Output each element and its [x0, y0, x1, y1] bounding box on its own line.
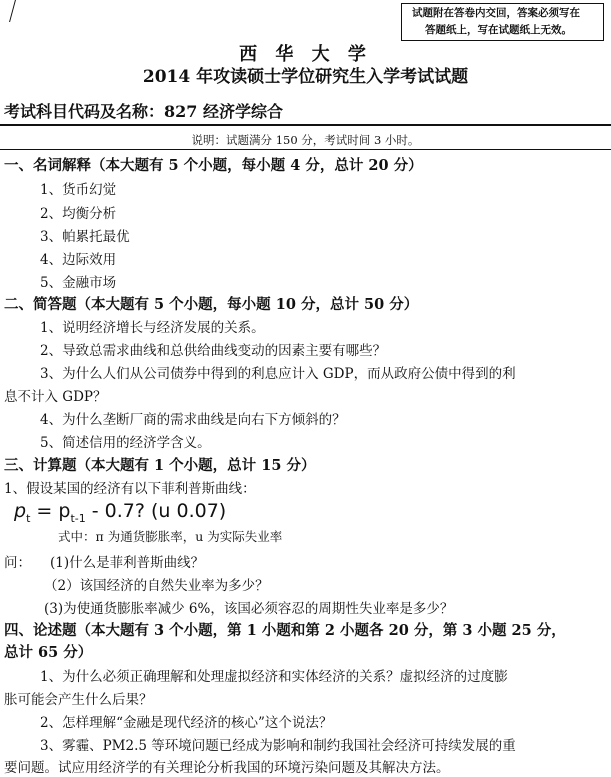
- section-1-item: 4、边际效用: [40, 252, 117, 268]
- section-4-question-3: 3、雾霾、PM2.5 等环境问题已经成为影响和制约我国社会经济可持续发展的重: [40, 738, 516, 754]
- exam-title: 2014 年攻读硕士学位研究生入学考试试题: [142, 67, 469, 87]
- header-divider: [0, 124, 611, 126]
- school-name: 西 华 大 学: [239, 44, 372, 65]
- ask-3: (3)为使通货膨胀率减少 6%，该国必须容忍的周期性失业率是多少？: [44, 601, 454, 617]
- section-3-heading: 三、计算题（本大题有 1 个小题，总计 15 分）: [4, 457, 316, 474]
- notice-box: [401, 3, 604, 41]
- formula-eq: = p: [30, 500, 71, 522]
- ask-label: 问：: [4, 555, 31, 571]
- phillips-curve-formula: [14, 500, 226, 525]
- formula-tail: - 0.7? (u 0.07): [85, 500, 227, 522]
- section-2-question-3: 3、为什么人们从公司债券中得到的利息应计入 GDP，而从政府公债中得到的利: [40, 366, 516, 382]
- section-2-question-5: 5、简述信用的经济学含义。: [40, 435, 211, 451]
- ask-2: （2）该国经济的自然失业率为多少？: [44, 578, 269, 594]
- section-2-question-1: 1、说明经济增长与经济发展的关系。: [40, 320, 265, 336]
- ask-1: (1)什么是菲利普斯曲线？: [50, 555, 205, 571]
- section-4-heading-cont: 总计 65 分）: [4, 644, 93, 661]
- exam-note: 说明：试题满分 150 分，考试时间 3 小时。: [191, 133, 420, 147]
- notice-line-2: 答题纸上，写在试题纸上无效。: [425, 24, 572, 36]
- corner-mark: [0, 0, 16, 22]
- formula-lhs: p: [14, 500, 27, 522]
- section-2-question-3-cont: 息不计入 GDP？: [4, 389, 107, 405]
- section-4-question-3-cont: 要问题。试应用经济学的有关理论分析我国的环境污染问题及其解决方法。: [4, 760, 450, 776]
- section-2-heading: 二、简答题（本大题有 5 个小题，每小题 10 分，总计 50 分）: [4, 296, 419, 313]
- section-1-item: 5、金融市场: [40, 275, 117, 291]
- section-1-item: 1、货币幻觉: [40, 182, 117, 198]
- formula-note: 式中：π 为通货膨胀率，u 为实际失业率: [58, 529, 283, 544]
- section-2-question-2: 2、导致总需求曲线和总供给曲线变动的因素主要有哪些？: [40, 343, 387, 359]
- section-1-item: 2、均衡分析: [40, 206, 117, 222]
- section-4-heading: 四、论述题（本大题有 3 个小题，第 1 小题和第 2 小题各 20 分，第 3 小题 25 分，: [4, 622, 566, 639]
- section-2-question-4: 4、为什么垄断厂商的需求曲线是向右下方倾斜的？: [40, 412, 346, 428]
- section-1-heading: 一、名词解释（本大题有 5 个小题，每小题 4 分，总计 20 分）: [4, 157, 423, 174]
- section-4-question-1-cont: 胀可能会产生什么后果？: [4, 692, 153, 708]
- section-3-intro: 1、假设某国的经济有以下菲利普斯曲线：: [4, 481, 256, 497]
- section-4-question-1: 1、为什么必须正确理解和处理虚拟经济和实体经济的关系？虚拟经济的过度膨: [40, 669, 508, 685]
- formula-rhs-sub: t-1: [70, 511, 86, 525]
- formula-lhs-sub: t: [26, 511, 31, 525]
- section-4-question-2: 2、怎样理解“金融是现代经济的核心”这个说法？: [40, 715, 333, 731]
- subject-line: 考试科目代码及名称：827 经济学综合: [4, 102, 283, 121]
- section-1-item: 3、帕累托最优: [40, 229, 130, 245]
- note-divider: [0, 149, 611, 150]
- notice-line-1: 试题附在答卷内交回，答案必须写在: [412, 7, 580, 19]
